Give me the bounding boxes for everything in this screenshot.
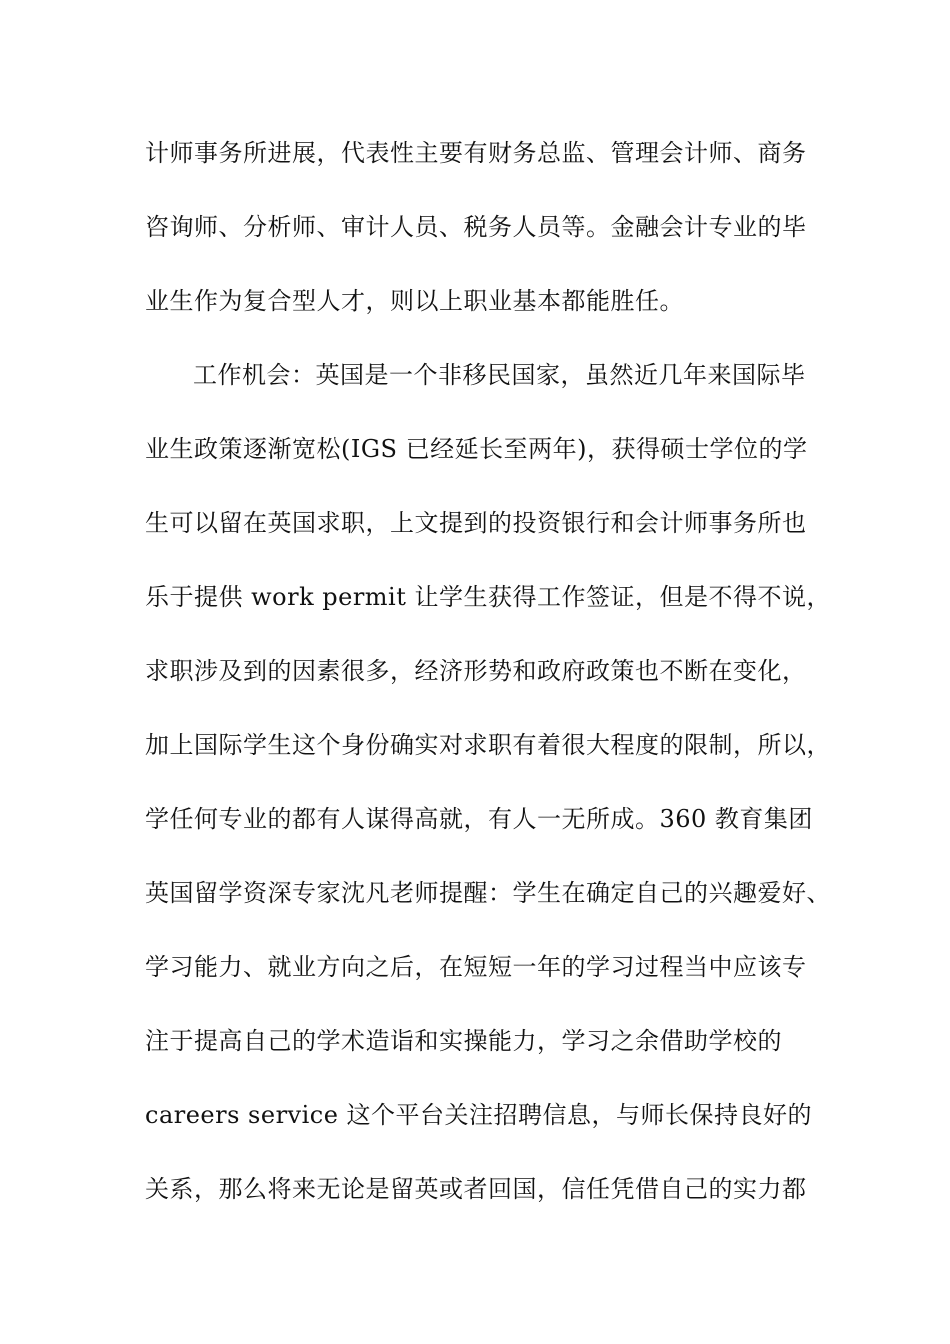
text-line: 注于提高自己的学术造诣和实操能力，学习之余借助学校的 [145,1027,782,1055]
text-line: 生可以留在英国求职，上文提到的投资银行和会计师事务所也 [145,509,807,537]
text-line: 关系，那么将来无论是留英或者回国，信任凭借自己的实力都 [145,1175,807,1203]
text-line: 求职涉及到的因素很多，经济形势和政府政策也不断在变化， [145,657,807,685]
text-line: 计师事务所进展，代表性主要有财务总监、管理会计师、商务 [145,139,807,167]
text-line: 乐于提供 work permit 让学生获得工作签证，但是不得不说， [145,583,832,611]
text-line: 业生政策逐渐宽松(IGS 已经延长至两年)，获得硕士学位的学 [145,435,808,463]
text-line: 业生作为复合型人才，则以上职业基本都能胜任。 [145,287,684,315]
text-line: 咨询师、分析师、审计人员、税务人员等。金融会计专业的毕 [145,213,807,241]
body-text [145,128,832,1238]
text-line: 英国留学资深专家沈凡老师提醒：学生在确定自己的兴趣爱好、 [145,879,831,907]
text-line: 加上国际学生这个身份确实对求职有着很大程度的限制，所以， [145,731,831,759]
text-line: 学任何专业的都有人谋得高就，有人一无所成。360 教育集团 [145,805,813,833]
text-line: 学习能力、就业方向之后，在短短一年的学习过程当中应该专 [145,953,807,981]
text-line: careers service 这个平台关注招聘信息，与师长保持良好的 [145,1101,813,1129]
paragraph-start-line: 工作机会：英国是一个非移民国家，虽然近几年来国际毕 [193,361,806,389]
